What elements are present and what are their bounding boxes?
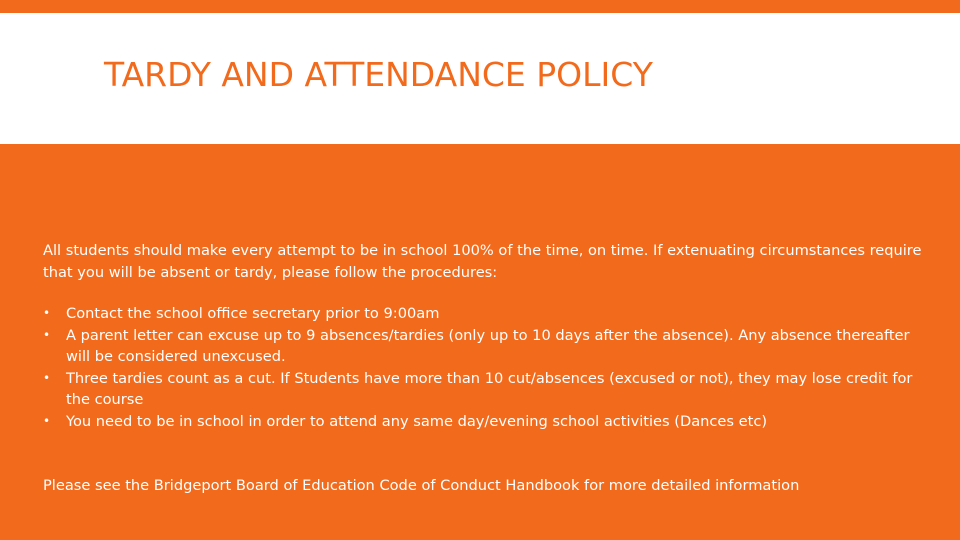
bullet-icon: • bbox=[43, 306, 51, 320]
slide-body bbox=[43, 240, 928, 497]
list-item bbox=[43, 411, 928, 433]
bullet-icon: • bbox=[43, 370, 51, 385]
bullet-icon: • bbox=[43, 413, 51, 428]
list-item bbox=[43, 325, 928, 368]
list-item-text: A parent letter can excuse up to 9 absences/tardies (only up to 10 days after the absence). Any absence thereafter will be considered unexcused. bbox=[66, 326, 910, 365]
list-item bbox=[43, 303, 928, 325]
policy-list bbox=[43, 303, 928, 432]
list-item-text: Contact the school office secretary prior to 9:00am bbox=[66, 305, 440, 322]
bullet-icon: • bbox=[43, 327, 51, 342]
list-item-text: Three tardies count as a cut. If Students have more than 10 cut/absences (excused or not), they may lose credit for the course bbox=[66, 369, 913, 408]
intro-paragraph: All students should make every attempt to be in school 100% of the time, on time. If extenuating circumstances require that you will be absent or tardy, please follow the procedures: bbox=[43, 242, 922, 281]
footer-note: Please see the Bridgeport Board of Education Code of Conduct Handbook for more detailed information bbox=[43, 477, 800, 494]
slide-title: TARDY AND ATTENDANCE POLICY bbox=[104, 55, 653, 94]
list-item bbox=[43, 368, 928, 411]
list-item-text: You need to be in school in order to attend any same day/evening school activities (Dances etc) bbox=[66, 412, 768, 430]
